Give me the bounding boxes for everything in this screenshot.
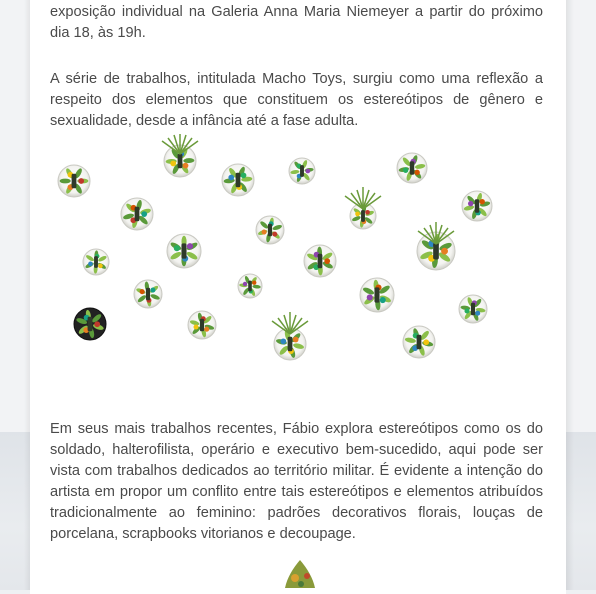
article-paragraph-2: A série de trabalhos, intitulada Macho Toys, surgiu como uma reflexão a respeito dos elementos que constituem os estereótipos de gênero e sexualidade, desde a infância até a fase adulta. [50,70,543,129]
article-paragraph-1: exposição individual na Galeria Anna Maria Niemeyer a partir do próximo dia 18, às 19h. [50,3,543,41]
article-paragraph-3: Em seus mais trabalhos recentes, Fábio explora estereótipos como os do soldado, halterofilista, operário e executivo bem-sucedido, aqui pode ser vista com trabalhos dedicados ao território militar. É evidente a intenção do artista em propor um conflito entre tais estereótipos e elementos atribuídos tradicionalmente ao feminino: padrões decorativos florais, louças de porcelana, scrapbooks vitorianos e decoupage. [50,420,543,542]
artwork-image-macho-toys [50,134,543,384]
card-shadow-right [566,0,574,590]
article-card [30,0,566,594]
artwork-image-partial [275,558,325,588]
